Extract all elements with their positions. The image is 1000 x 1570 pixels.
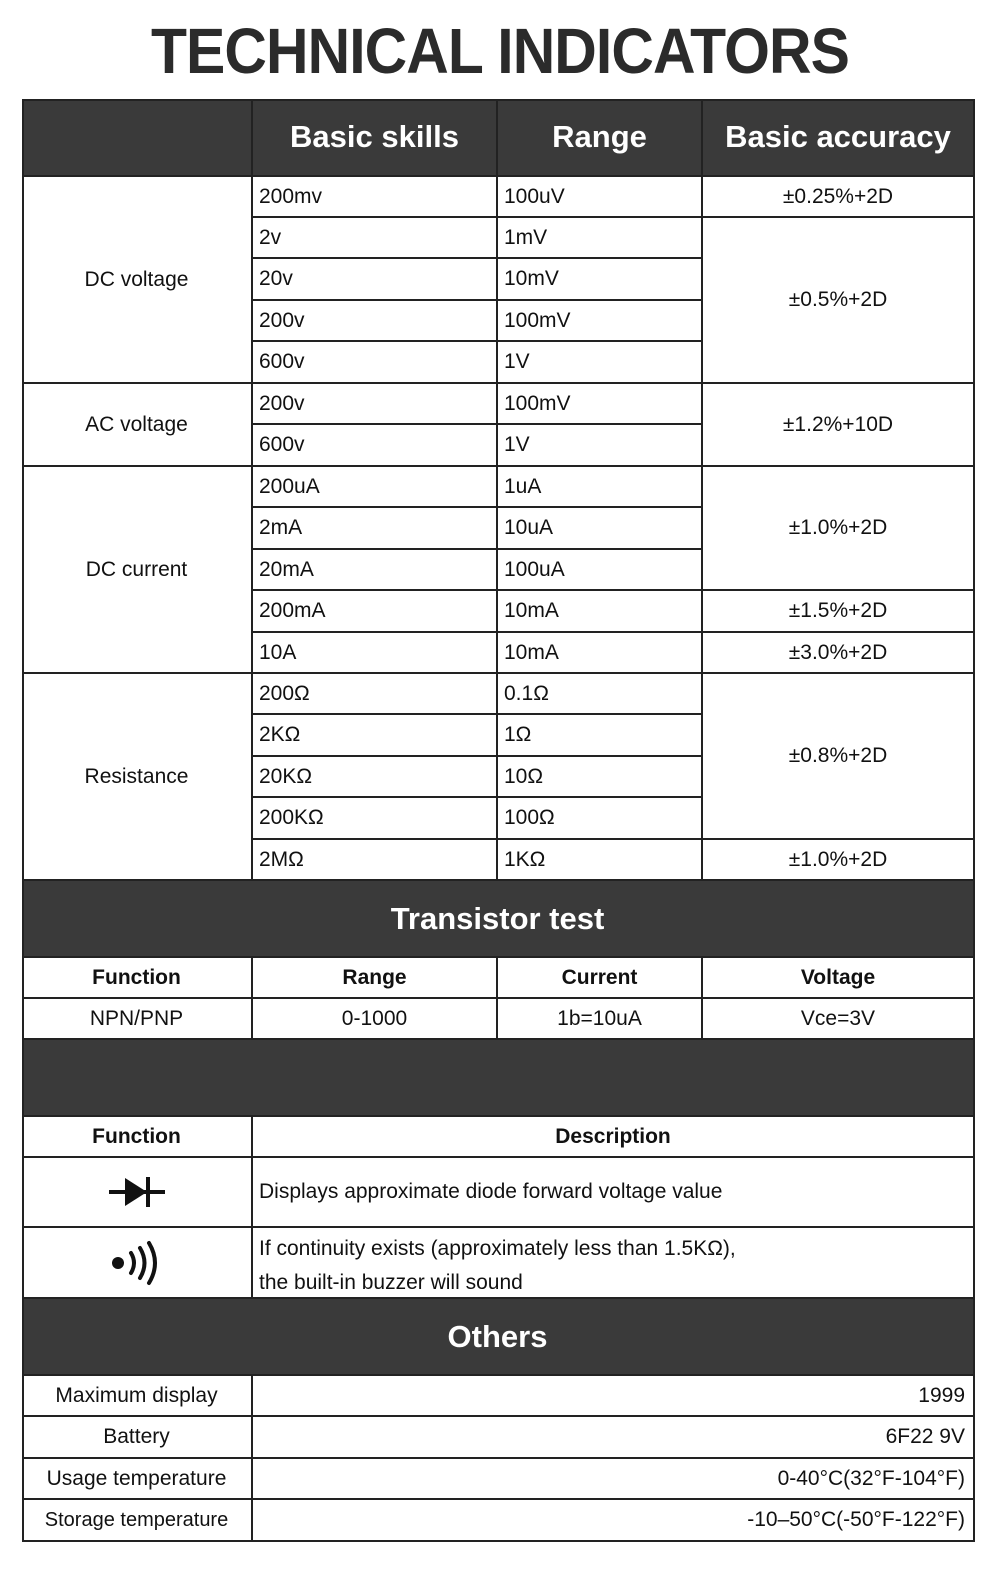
dc-voltage-skill: 200mv	[253, 177, 498, 218]
ac-voltage-skill: 200v	[253, 384, 498, 425]
transistor-voltage: Vce=3V	[703, 999, 975, 1040]
functions-section-header	[22, 1040, 975, 1117]
transistor-range: 0-1000	[253, 999, 498, 1040]
others-label: Usage temperature	[22, 1459, 253, 1500]
resistance-label: Resistance	[22, 674, 253, 881]
dc-current-range: 100uA	[498, 550, 703, 591]
others-value: -10–50°C(-50°F-122°F)	[253, 1500, 975, 1542]
dc-voltage-label: DC voltage	[22, 177, 253, 384]
resistance-skill: 200Ω	[253, 674, 498, 715]
dc-voltage-accuracy: ±0.25%+2D	[703, 177, 975, 218]
ac-voltage-label: AC voltage	[22, 384, 253, 467]
dc-voltage-accuracy: ±0.5%+2D	[703, 218, 975, 384]
resistance-accuracy: ±0.8%+2D	[703, 674, 975, 840]
others-value: 1999	[253, 1376, 975, 1417]
resistance-range: 1KΩ	[498, 840, 703, 881]
buzzer-description-line1: If continuity exists (approximately less than 1.5KΩ),	[259, 1237, 736, 1260]
functions-header-description: Description	[253, 1117, 975, 1158]
diode-cell	[22, 1158, 253, 1228]
others-label: Storage temperature	[22, 1500, 253, 1542]
resistance-skill: 2MΩ	[253, 840, 498, 881]
ac-voltage-range: 100mV	[498, 384, 703, 425]
dc-current-accuracy: ±3.0%+2D	[703, 633, 975, 674]
ac-voltage-accuracy: ±1.2%+10D	[703, 384, 975, 467]
buzzer-icon	[109, 1239, 165, 1287]
spec-table	[22, 99, 975, 1542]
dc-current-skill: 2mA	[253, 508, 498, 550]
ac-voltage-range: 1V	[498, 425, 703, 467]
resistance-skill: 200KΩ	[253, 798, 498, 840]
others-label: Battery	[22, 1417, 253, 1459]
others-section-title: Others	[22, 1299, 975, 1376]
resistance-accuracy: ±1.0%+2D	[703, 840, 975, 881]
header-range: Range	[498, 99, 703, 177]
dc-current-accuracy: ±1.5%+2D	[703, 591, 975, 633]
buzzer-description-line2: the built-in buzzer will sound	[259, 1271, 523, 1294]
resistance-range: 100Ω	[498, 798, 703, 840]
transistor-function: NPN/PNP	[22, 999, 253, 1040]
buzzer-description	[253, 1228, 975, 1299]
dc-current-accuracy: ±1.0%+2D	[703, 467, 975, 591]
diode-icon	[107, 1172, 167, 1212]
transistor-header-current: Current	[498, 958, 703, 999]
dc-current-range: 10mA	[498, 591, 703, 633]
dc-current-range: 10uA	[498, 508, 703, 550]
resistance-range: 0.1Ω	[498, 674, 703, 715]
dc-current-skill: 200mA	[253, 591, 498, 633]
dc-voltage-range: 10mV	[498, 259, 703, 301]
resistance-skill: 2KΩ	[253, 715, 498, 757]
ac-voltage-skill: 600v	[253, 425, 498, 467]
dc-voltage-range: 100uV	[498, 177, 703, 218]
transistor-current: 1b=10uA	[498, 999, 703, 1040]
dc-voltage-skill: 2v	[253, 218, 498, 259]
dc-current-label: DC current	[22, 467, 253, 674]
dc-current-range: 10mA	[498, 633, 703, 674]
others-value: 6F22 9V	[253, 1417, 975, 1459]
page-title: TECHNICAL INDICATORS	[151, 15, 849, 87]
transistor-section-title: Transistor test	[22, 881, 975, 958]
resistance-skill: 20KΩ	[253, 757, 498, 798]
dc-voltage-skill: 200v	[253, 301, 498, 342]
others-value: 0-40°C(32°F-104°F)	[253, 1459, 975, 1500]
dc-voltage-skill: 20v	[253, 259, 498, 301]
dc-current-range: 1uA	[498, 467, 703, 508]
functions-header-function: Function	[22, 1117, 253, 1158]
dc-current-skill: 20mA	[253, 550, 498, 591]
dc-voltage-range: 1V	[498, 342, 703, 384]
diode-description: Displays approximate diode forward voltage value	[253, 1158, 975, 1228]
header-skills: Basic skills	[253, 99, 498, 177]
transistor-header-voltage: Voltage	[703, 958, 975, 999]
dc-voltage-range: 100mV	[498, 301, 703, 342]
dc-voltage-skill: 600v	[253, 342, 498, 384]
resistance-range: 1Ω	[498, 715, 703, 757]
header-blank	[22, 99, 253, 177]
transistor-header-function: Function	[22, 958, 253, 999]
dc-current-skill: 200uA	[253, 467, 498, 508]
transistor-header-range: Range	[253, 958, 498, 999]
others-label: Maximum display	[22, 1376, 253, 1417]
dc-current-skill: 10A	[253, 633, 498, 674]
buzzer-cell	[22, 1228, 253, 1299]
dc-voltage-range: 1mV	[498, 218, 703, 259]
header-accuracy: Basic accuracy	[703, 99, 975, 177]
resistance-range: 10Ω	[498, 757, 703, 798]
